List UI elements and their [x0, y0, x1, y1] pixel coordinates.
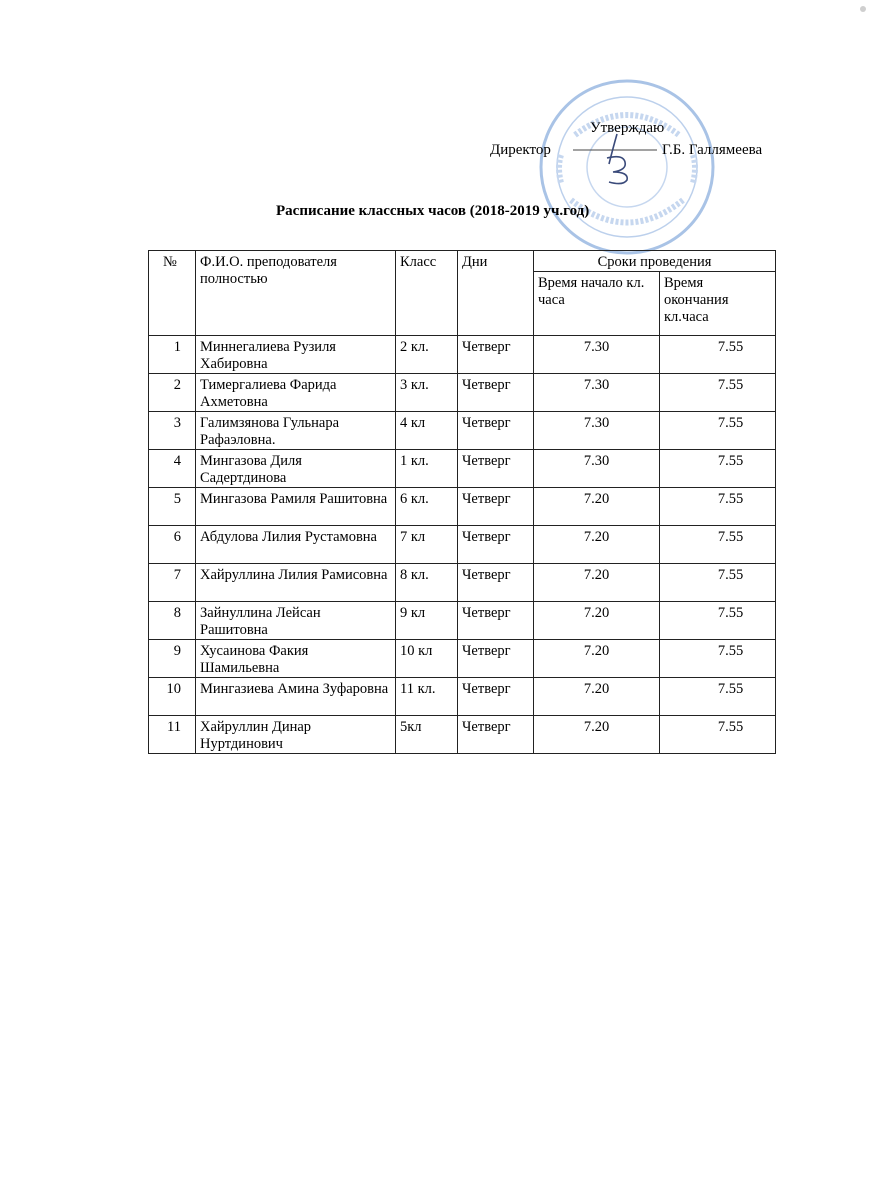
row-end: 7.55 — [660, 336, 776, 374]
row-start: 7.20 — [534, 526, 660, 564]
row-fio: Галимзянова Гульнара Рафаэловна. — [196, 412, 396, 450]
table-row — [149, 526, 776, 564]
row-day: Четверг — [458, 602, 534, 640]
row-no: 11 — [149, 716, 196, 754]
row-day: Четверг — [458, 640, 534, 678]
row-fio: Хусаинова Факия Шамильевна — [196, 640, 396, 678]
row-end: 7.55 — [660, 716, 776, 754]
row-fio: Мингазова Диля Садертдинова — [196, 450, 396, 488]
row-class: 5кл — [396, 716, 458, 754]
header-fio: Ф.И.О. преподователя полностью — [196, 251, 396, 336]
row-day: Четверг — [458, 488, 534, 526]
row-end: 7.55 — [660, 678, 776, 716]
row-no: 8 — [149, 602, 196, 640]
row-end: 7.55 — [660, 526, 776, 564]
row-no: 7 — [149, 564, 196, 602]
header-end: Время окончания кл.часа — [660, 272, 776, 336]
row-start: 7.20 — [534, 564, 660, 602]
row-no: 6 — [149, 526, 196, 564]
row-class: 10 кл — [396, 640, 458, 678]
row-no: 2 — [149, 374, 196, 412]
table-row — [149, 602, 776, 640]
row-start: 7.30 — [534, 450, 660, 488]
header-no: № — [149, 251, 196, 336]
row-class: 4 кл — [396, 412, 458, 450]
row-class: 11 кл. — [396, 678, 458, 716]
row-fio: Тимергалиева Фарида Ахметовна — [196, 374, 396, 412]
table-row — [149, 336, 776, 374]
table-row — [149, 412, 776, 450]
approval-block — [0, 120, 872, 180]
row-fio: Мингазова Рамиля Рашитовна — [196, 488, 396, 526]
header-start: Время начало кл. часа — [534, 272, 660, 336]
row-end: 7.55 — [660, 488, 776, 526]
row-start: 7.30 — [534, 412, 660, 450]
row-class: 2 кл. — [396, 336, 458, 374]
row-start: 7.20 — [534, 716, 660, 754]
header-class: Класс — [396, 251, 458, 336]
schedule-table — [148, 250, 776, 754]
row-start: 7.20 — [534, 488, 660, 526]
row-start: 7.20 — [534, 640, 660, 678]
row-no: 3 — [149, 412, 196, 450]
row-start: 7.20 — [534, 602, 660, 640]
header-row — [149, 251, 776, 272]
row-fio: Хайруллин Динар Нуртдинович — [196, 716, 396, 754]
table-row — [149, 450, 776, 488]
row-fio: Хайруллина Лилия Рамисовна — [196, 564, 396, 602]
row-end: 7.55 — [660, 640, 776, 678]
row-day: Четверг — [458, 678, 534, 716]
row-start: 7.20 — [534, 678, 660, 716]
row-day: Четверг — [458, 336, 534, 374]
row-day: Четверг — [458, 450, 534, 488]
approve-word: Утверждаю — [590, 120, 665, 136]
row-end: 7.55 — [660, 602, 776, 640]
table-row — [149, 678, 776, 716]
table-row — [149, 640, 776, 678]
row-class: 1 кл. — [396, 450, 458, 488]
director-label: Директор — [490, 142, 551, 158]
row-fio: Мингазиева Амина Зуфаровна — [196, 678, 396, 716]
table-row — [149, 488, 776, 526]
row-no: 4 — [149, 450, 196, 488]
row-end: 7.55 — [660, 450, 776, 488]
row-no: 1 — [149, 336, 196, 374]
row-end: 7.55 — [660, 412, 776, 450]
table-row — [149, 374, 776, 412]
row-start: 7.30 — [534, 336, 660, 374]
row-class: 8 кл. — [396, 564, 458, 602]
row-no: 10 — [149, 678, 196, 716]
page-corner-mark — [860, 6, 866, 12]
header-days: Дни — [458, 251, 534, 336]
row-class: 9 кл — [396, 602, 458, 640]
row-end: 7.55 — [660, 374, 776, 412]
row-day: Четверг — [458, 412, 534, 450]
row-fio: Зайнуллина Лейсан Рашитовна — [196, 602, 396, 640]
document-title: Расписание классных часов (2018-2019 уч.год) — [276, 203, 590, 219]
row-day: Четверг — [458, 564, 534, 602]
row-start: 7.30 — [534, 374, 660, 412]
row-class: 6 кл. — [396, 488, 458, 526]
row-day: Четверг — [458, 374, 534, 412]
header-period: Сроки проведения — [534, 251, 776, 272]
row-fio: Миннегалиева Рузиля Хабировна — [196, 336, 396, 374]
row-day: Четверг — [458, 526, 534, 564]
row-fio: Абдулова Лилия Рустамовна — [196, 526, 396, 564]
row-day: Четверг — [458, 716, 534, 754]
table-row — [149, 564, 776, 602]
director-name: Г.Б. Галлямеева — [662, 142, 763, 158]
director-signature — [565, 128, 665, 188]
row-no: 5 — [149, 488, 196, 526]
row-class: 7 кл — [396, 526, 458, 564]
row-end: 7.55 — [660, 564, 776, 602]
table-row — [149, 716, 776, 754]
row-no: 9 — [149, 640, 196, 678]
row-class: 3 кл. — [396, 374, 458, 412]
